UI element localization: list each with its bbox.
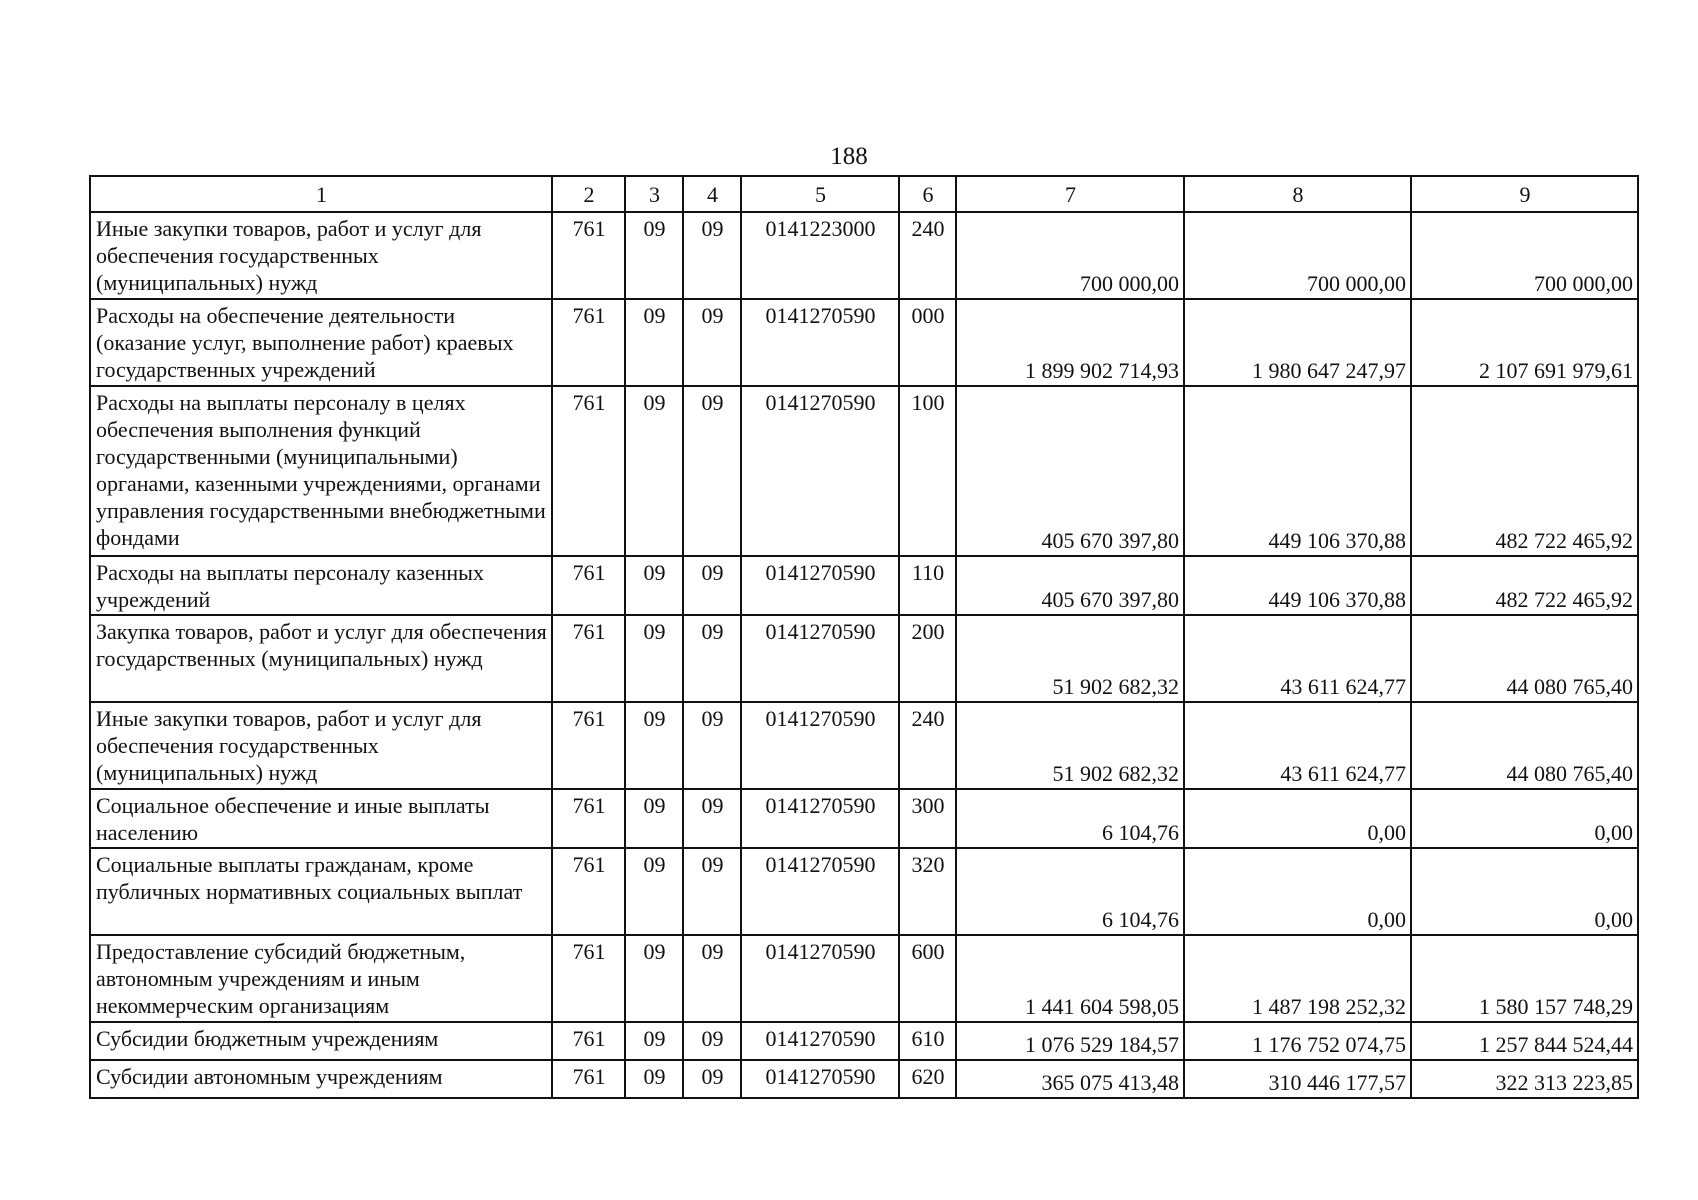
code-cell: 0141270590 — [741, 1022, 899, 1060]
column-header: 3 — [625, 176, 683, 212]
amount-cell: 365 075 413,48 — [956, 1060, 1184, 1098]
row-name-cell: Иные закупки товаров, работ и услуг для обеспечения государственных (муниципальных) нужд — [90, 702, 552, 789]
amount-cell: 6 104,76 — [956, 789, 1184, 848]
row-name-cell: Расходы на обеспечение деятельности (оказание услуг, выполнение работ) краевых государственных учреждений — [90, 299, 552, 386]
amount-cell: 1 899 902 714,93 — [956, 299, 1184, 386]
table-row — [90, 702, 1638, 789]
table-row — [90, 386, 1638, 556]
table-row — [90, 556, 1638, 615]
amount-cell: 310 446 177,57 — [1184, 1060, 1411, 1098]
amount-cell: 700 000,00 — [956, 212, 1184, 299]
row-name-cell: Расходы на выплаты персоналу казенных учреждений — [90, 556, 552, 615]
code-cell: 09 — [683, 1060, 741, 1098]
table-row — [90, 935, 1638, 1022]
amount-cell: 322 313 223,85 — [1411, 1060, 1638, 1098]
code-cell: 0141270590 — [741, 386, 899, 556]
code-cell: 000 — [899, 299, 956, 386]
code-cell: 09 — [625, 556, 683, 615]
column-header: 8 — [1184, 176, 1411, 212]
code-cell: 761 — [552, 556, 625, 615]
code-cell: 0141270590 — [741, 935, 899, 1022]
code-cell: 240 — [899, 212, 956, 299]
column-header: 9 — [1411, 176, 1638, 212]
row-name-cell: Иные закупки товаров, работ и услуг для обеспечения государственных (муниципальных) нужд — [90, 212, 552, 299]
budget-table — [89, 175, 1639, 1099]
amount-cell: 0,00 — [1411, 848, 1638, 935]
page-number: 188 — [830, 143, 868, 170]
amount-cell: 1 257 844 524,44 — [1411, 1022, 1638, 1060]
amount-cell: 1 487 198 252,32 — [1184, 935, 1411, 1022]
amount-cell: 405 670 397,80 — [956, 556, 1184, 615]
amount-cell: 0,00 — [1411, 789, 1638, 848]
code-cell: 100 — [899, 386, 956, 556]
code-cell: 09 — [625, 299, 683, 386]
column-header: 2 — [552, 176, 625, 212]
amount-cell: 2 107 691 979,61 — [1411, 299, 1638, 386]
row-name-cell: Расходы на выплаты персоналу в целях обеспечения выполнения функций государственными (муниципальными) органами, казенными учреждениями, органами управления государственными внебюджетными фондами — [90, 386, 552, 556]
code-cell: 761 — [552, 1060, 625, 1098]
amount-cell: 0,00 — [1184, 789, 1411, 848]
code-cell: 761 — [552, 1022, 625, 1060]
amount-cell: 482 722 465,92 — [1411, 386, 1638, 556]
code-cell: 761 — [552, 702, 625, 789]
code-cell: 600 — [899, 935, 956, 1022]
amount-cell: 1 176 752 074,75 — [1184, 1022, 1411, 1060]
code-cell: 200 — [899, 615, 956, 702]
table-header — [90, 176, 1638, 212]
code-cell: 610 — [899, 1022, 956, 1060]
code-cell: 09 — [683, 212, 741, 299]
amount-cell: 6 104,76 — [956, 848, 1184, 935]
amount-cell: 1 980 647 247,97 — [1184, 299, 1411, 386]
amount-cell: 43 611 624,77 — [1184, 615, 1411, 702]
table-row — [90, 848, 1638, 935]
amount-cell: 44 080 765,40 — [1411, 615, 1638, 702]
amount-cell: 1 076 529 184,57 — [956, 1022, 1184, 1060]
code-cell: 09 — [625, 848, 683, 935]
row-name-cell: Субсидии бюджетным учреждениям — [90, 1022, 552, 1060]
code-cell: 0141270590 — [741, 702, 899, 789]
code-cell: 09 — [683, 615, 741, 702]
code-cell: 761 — [552, 299, 625, 386]
table-row — [90, 1060, 1638, 1098]
code-cell: 09 — [683, 848, 741, 935]
code-cell: 09 — [625, 789, 683, 848]
code-cell: 09 — [625, 935, 683, 1022]
code-cell: 09 — [683, 386, 741, 556]
code-cell: 09 — [625, 1060, 683, 1098]
code-cell: 0141270590 — [741, 848, 899, 935]
table-row — [90, 789, 1638, 848]
code-cell: 320 — [899, 848, 956, 935]
code-cell: 761 — [552, 848, 625, 935]
table-row — [90, 1022, 1638, 1060]
code-cell: 761 — [552, 212, 625, 299]
table-body — [90, 212, 1638, 1098]
amount-cell: 449 106 370,88 — [1184, 386, 1411, 556]
amount-cell: 449 106 370,88 — [1184, 556, 1411, 615]
column-header: 1 — [90, 176, 552, 212]
row-name-cell: Социальное обеспечение и иные выплаты населению — [90, 789, 552, 848]
amount-cell: 0,00 — [1184, 848, 1411, 935]
code-cell: 761 — [552, 789, 625, 848]
code-cell: 300 — [899, 789, 956, 848]
code-cell: 620 — [899, 1060, 956, 1098]
code-cell: 0141270590 — [741, 556, 899, 615]
code-cell: 09 — [683, 1022, 741, 1060]
code-cell: 0141270590 — [741, 299, 899, 386]
table-row — [90, 615, 1638, 702]
amount-cell: 482 722 465,92 — [1411, 556, 1638, 615]
code-cell: 761 — [552, 935, 625, 1022]
amount-cell: 1 580 157 748,29 — [1411, 935, 1638, 1022]
column-header: 7 — [956, 176, 1184, 212]
code-cell: 09 — [683, 556, 741, 615]
amount-cell: 405 670 397,80 — [956, 386, 1184, 556]
code-cell: 09 — [683, 935, 741, 1022]
header-row — [90, 176, 1638, 212]
amount-cell: 1 441 604 598,05 — [956, 935, 1184, 1022]
table-row — [90, 212, 1638, 299]
column-header: 5 — [741, 176, 899, 212]
table-row — [90, 299, 1638, 386]
amount-cell: 43 611 624,77 — [1184, 702, 1411, 789]
code-cell: 09 — [625, 386, 683, 556]
code-cell: 0141270590 — [741, 615, 899, 702]
code-cell: 0141270590 — [741, 789, 899, 848]
code-cell: 09 — [625, 212, 683, 299]
row-name-cell: Субсидии автономным учреждениям — [90, 1060, 552, 1098]
row-name-cell: Предоставление субсидий бюджетным, автономным учреждениям и иным некоммерческим организациям — [90, 935, 552, 1022]
code-cell: 09 — [683, 299, 741, 386]
code-cell: 240 — [899, 702, 956, 789]
amount-cell: 51 902 682,32 — [956, 702, 1184, 789]
row-name-cell: Закупка товаров, работ и услуг для обеспечения государственных (муниципальных) нужд — [90, 615, 552, 702]
column-header: 4 — [683, 176, 741, 212]
code-cell: 761 — [552, 615, 625, 702]
code-cell: 09 — [625, 615, 683, 702]
code-cell: 0141270590 — [741, 1060, 899, 1098]
amount-cell: 51 902 682,32 — [956, 615, 1184, 702]
code-cell: 110 — [899, 556, 956, 615]
code-cell: 09 — [625, 1022, 683, 1060]
row-name-cell: Социальные выплаты гражданам, кроме публичных нормативных социальных выплат — [90, 848, 552, 935]
code-cell: 761 — [552, 386, 625, 556]
code-cell: 09 — [683, 789, 741, 848]
code-cell: 09 — [683, 702, 741, 789]
amount-cell: 44 080 765,40 — [1411, 702, 1638, 789]
amount-cell: 700 000,00 — [1411, 212, 1638, 299]
code-cell: 0141223000 — [741, 212, 899, 299]
code-cell: 09 — [625, 702, 683, 789]
column-header: 6 — [899, 176, 956, 212]
amount-cell: 700 000,00 — [1184, 212, 1411, 299]
